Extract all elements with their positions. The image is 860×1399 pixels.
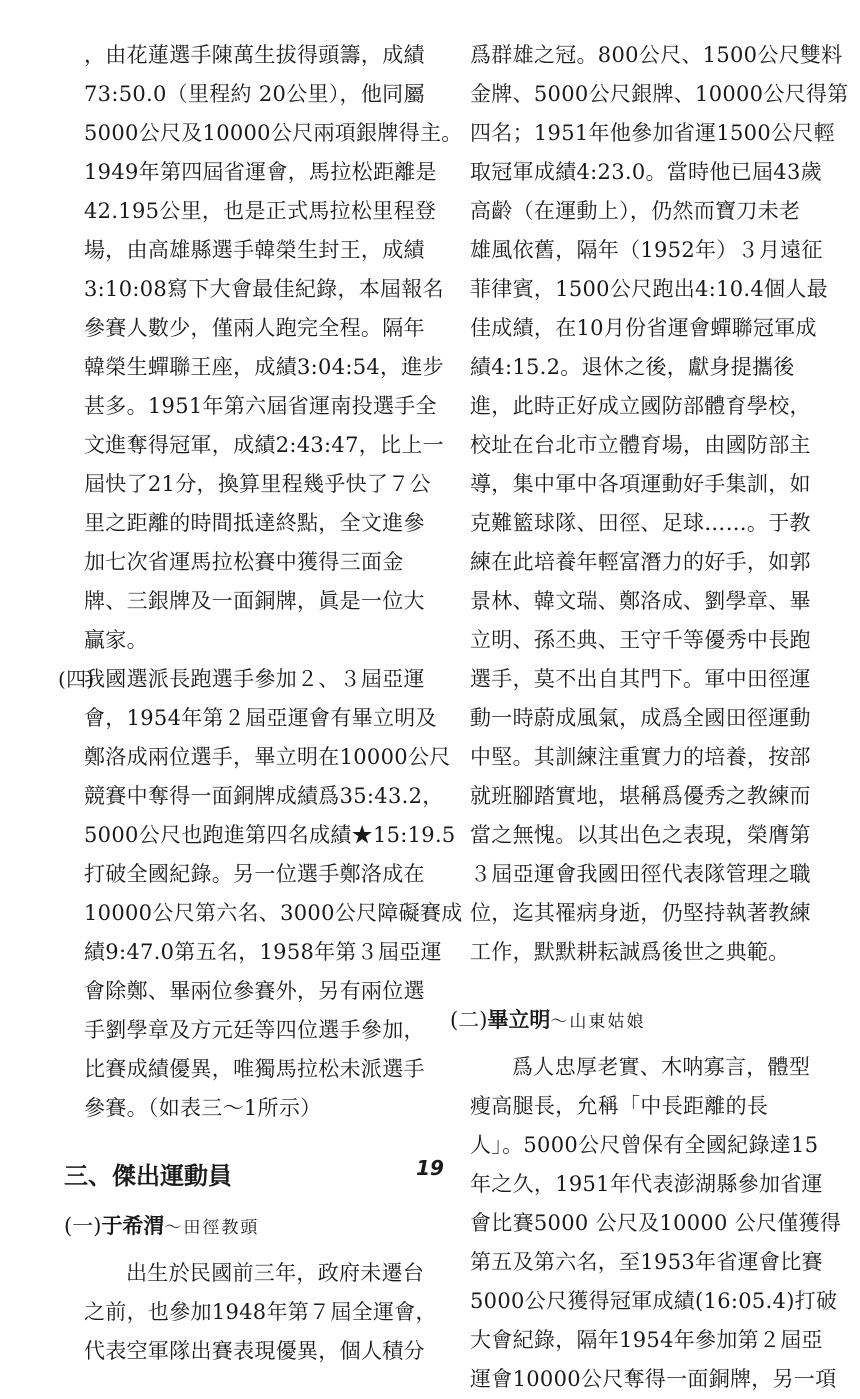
text-line: 競賽中奪得一面銅牌成績爲35:43.2， bbox=[84, 784, 444, 808]
paragraph-yu-xiwei-continued bbox=[470, 36, 849, 972]
text-line: 手劉學章及方元廷等四位選手參加， bbox=[84, 1018, 425, 1042]
text-line: 出生於民國前三年，政府未遷台 bbox=[126, 1261, 425, 1285]
text-line: 雄風依舊，隔年（1952年）３月遠征 bbox=[470, 238, 823, 262]
text-line: 中堅。其訓練注重實力的培養，按部 bbox=[470, 745, 811, 769]
text-line: 場，由高雄縣選手韓榮生封王，成績 bbox=[84, 238, 425, 262]
text-line: 運會10000公尺奪得一面銅牌，另一項 bbox=[470, 1367, 837, 1391]
text-line: 牌、三銀牌及一面銅牌，眞是一位大 bbox=[84, 589, 425, 613]
text-line: 1949年第四屆省運會，馬拉松距離是 bbox=[84, 160, 437, 184]
text-line: 高齡（在運動上），仍然而寶刀未老 bbox=[470, 199, 801, 223]
text-line: 贏家。 bbox=[84, 628, 148, 652]
text-line: 3:10:08寫下大會最佳紀錄，本屆報名 bbox=[84, 277, 444, 301]
spacer bbox=[470, 972, 800, 990]
text-line: 爲群雄之冠。800公尺、1500公尺雙料 bbox=[470, 43, 843, 67]
text-line: 里之距離的時間抵達終點，全文進參 bbox=[84, 511, 425, 535]
sub-heading-bi-liming bbox=[450, 1000, 800, 1042]
paragraph-marathon-history bbox=[84, 36, 463, 660]
text-line: 位，迄其罹病身逝，仍堅持執著教練 bbox=[470, 901, 811, 925]
text-line: 會，1954年第２屆亞運會有畢立明及 bbox=[84, 706, 437, 730]
text-line: 人」。5000公尺曾保有全國紀錄達15 bbox=[470, 1133, 819, 1157]
text-line: ３屆亞運會我國田徑代表隊管理之職 bbox=[470, 862, 811, 886]
text-line: 就班腳踏實地，堪稱爲優秀之教練而 bbox=[470, 784, 811, 808]
text-line: 會除鄭、畢兩位參賽外，另有兩位選 bbox=[84, 979, 425, 1003]
text-line: 克難籃球隊、田徑、足球……。于教 bbox=[470, 511, 811, 535]
text-line: 進，此時正好成立國防部體育學校， bbox=[470, 394, 811, 418]
text-line: 導，集中軍中各項運動好手集訓，如 bbox=[470, 472, 811, 496]
text-line: 瘦高腿長，允稱「中長距離的長 bbox=[470, 1094, 769, 1118]
text-line: 第五及第六名，至1953年省運會比賽 bbox=[470, 1250, 823, 1274]
text-line: 42.195公里，也是正式馬拉松里程登 bbox=[84, 199, 437, 223]
text-line: 比賽成績優異，唯獨馬拉松未派選手 bbox=[84, 1057, 425, 1081]
text-line: 大會紀錄，隔年1954年參加第２屆亞 bbox=[470, 1328, 823, 1352]
text-line: 參賽人數少，僅兩人跑完全程。隔年 bbox=[84, 316, 425, 340]
text-line: 之前，也參加1948年第７屆全運會， bbox=[84, 1300, 437, 1324]
text-line: 年之久，1951年代表澎湖縣參加省運 bbox=[470, 1172, 823, 1196]
text-line: ，由花蓮選手陳萬生拔得頭籌，成績 bbox=[84, 43, 425, 67]
text-line: 5000公尺獲得冠軍成績(16:05.4)打破 bbox=[470, 1289, 838, 1313]
text-line: 當之無愧。以其出色之表現，榮膺第 bbox=[470, 823, 811, 847]
text-line: 景林、韓文瑞、鄭洛成、劉學章、畢 bbox=[470, 589, 811, 613]
text-line: 打破全國紀錄。另一位選手鄭洛成在 bbox=[84, 862, 425, 886]
sub-heading-title: ～田徑教頭 bbox=[164, 1218, 260, 1238]
text-line: 參賽。（如表三～1所示） bbox=[84, 1096, 322, 1120]
text-line: 選手，莫不出自其門下。軍中田徑運 bbox=[470, 667, 811, 691]
text-line: 工作，默默耕耘誠爲後世之典範。 bbox=[470, 940, 790, 964]
sub-heading-title: ～山東姑娘 bbox=[550, 1012, 646, 1032]
text-line: 練在此培養年輕富潛力的好手，如郭 bbox=[470, 550, 811, 574]
text-line: 10000公尺第六名、3000公尺障礙賽成 bbox=[84, 901, 463, 925]
section-heading: 三、傑出運動員 bbox=[64, 1162, 232, 1190]
text-line: 文進奪得冠軍，成績2:43:47，比上一 bbox=[84, 433, 444, 457]
page-number: 19 bbox=[416, 1156, 444, 1180]
sub-heading-yu-xiwei bbox=[64, 1206, 414, 1248]
text-line: 四名；1951年他參加省運1500公尺輕 bbox=[470, 121, 835, 145]
text-line: 我國選派長跑選手參加２、３屆亞運 bbox=[84, 667, 425, 691]
text-line: 甚多。1951年第六屆省運南投選手全 bbox=[84, 394, 437, 418]
list-item-asian-games bbox=[58, 660, 463, 1128]
list-marker: (四) bbox=[58, 667, 95, 691]
text-line: 屆快了21分，換算里程幾乎快了７公 bbox=[84, 472, 431, 496]
paragraph-bi-liming bbox=[470, 1048, 842, 1399]
text-line: 5000公尺及10000公尺兩項銀牌得主。 bbox=[84, 121, 463, 145]
sub-heading-marker: (二) bbox=[450, 1008, 488, 1032]
text-line: 鄭洛成兩位選手，畢立明在10000公尺 bbox=[84, 745, 451, 769]
text-line: 加七次省運馬拉松賽中獲得三面金 bbox=[84, 550, 404, 574]
text-line: 佳成績，在10月份省運會蟬聯冠軍成 bbox=[470, 316, 817, 340]
text-line: 菲律賓，1500公尺跑出4:10.4個人最 bbox=[470, 277, 828, 301]
text-line: 立明、孫丕典、王守千等優秀中長跑 bbox=[470, 628, 811, 652]
text-line: 績4:15.2。退休之後，獻身提攜後 bbox=[470, 355, 795, 379]
paragraph-yu-xiwei bbox=[84, 1254, 437, 1371]
text-line: 5000公尺也跑進第四名成績★15:19.5 bbox=[84, 823, 456, 847]
sub-heading-name: 于希渭 bbox=[101, 1213, 165, 1238]
sub-heading-marker: (一) bbox=[64, 1214, 102, 1238]
text-line: 爲人忠厚老實、木呐寡言，體型 bbox=[512, 1055, 811, 1079]
text-line: 代表空軍隊出賽表現優異，個人積分 bbox=[84, 1339, 425, 1363]
text-line: 動一時蔚成風氣，成爲全國田徑運動 bbox=[470, 706, 811, 730]
text-line: 取冠軍成績4:23.0。當時他已屆43歲 bbox=[470, 160, 822, 184]
text-line: 校址在台北市立體育場，由國防部主 bbox=[470, 433, 811, 457]
text-line: 73:50.0（里程約 20公里），他同屬 bbox=[84, 82, 425, 106]
right-column bbox=[450, 36, 849, 1399]
text-line: 會比賽5000 公尺及10000 公尺僅獲得 bbox=[470, 1211, 842, 1235]
sub-heading-name: 畢立明 bbox=[487, 1007, 551, 1032]
text-line: 韓榮生蟬聯王座，成績3:04:54，進步 bbox=[84, 355, 444, 379]
text-line: 績9:47.0第五名，1958年第３屆亞運 bbox=[84, 940, 442, 964]
text-line: 金牌、5000公尺銀牌、10000公尺得第 bbox=[470, 82, 849, 106]
